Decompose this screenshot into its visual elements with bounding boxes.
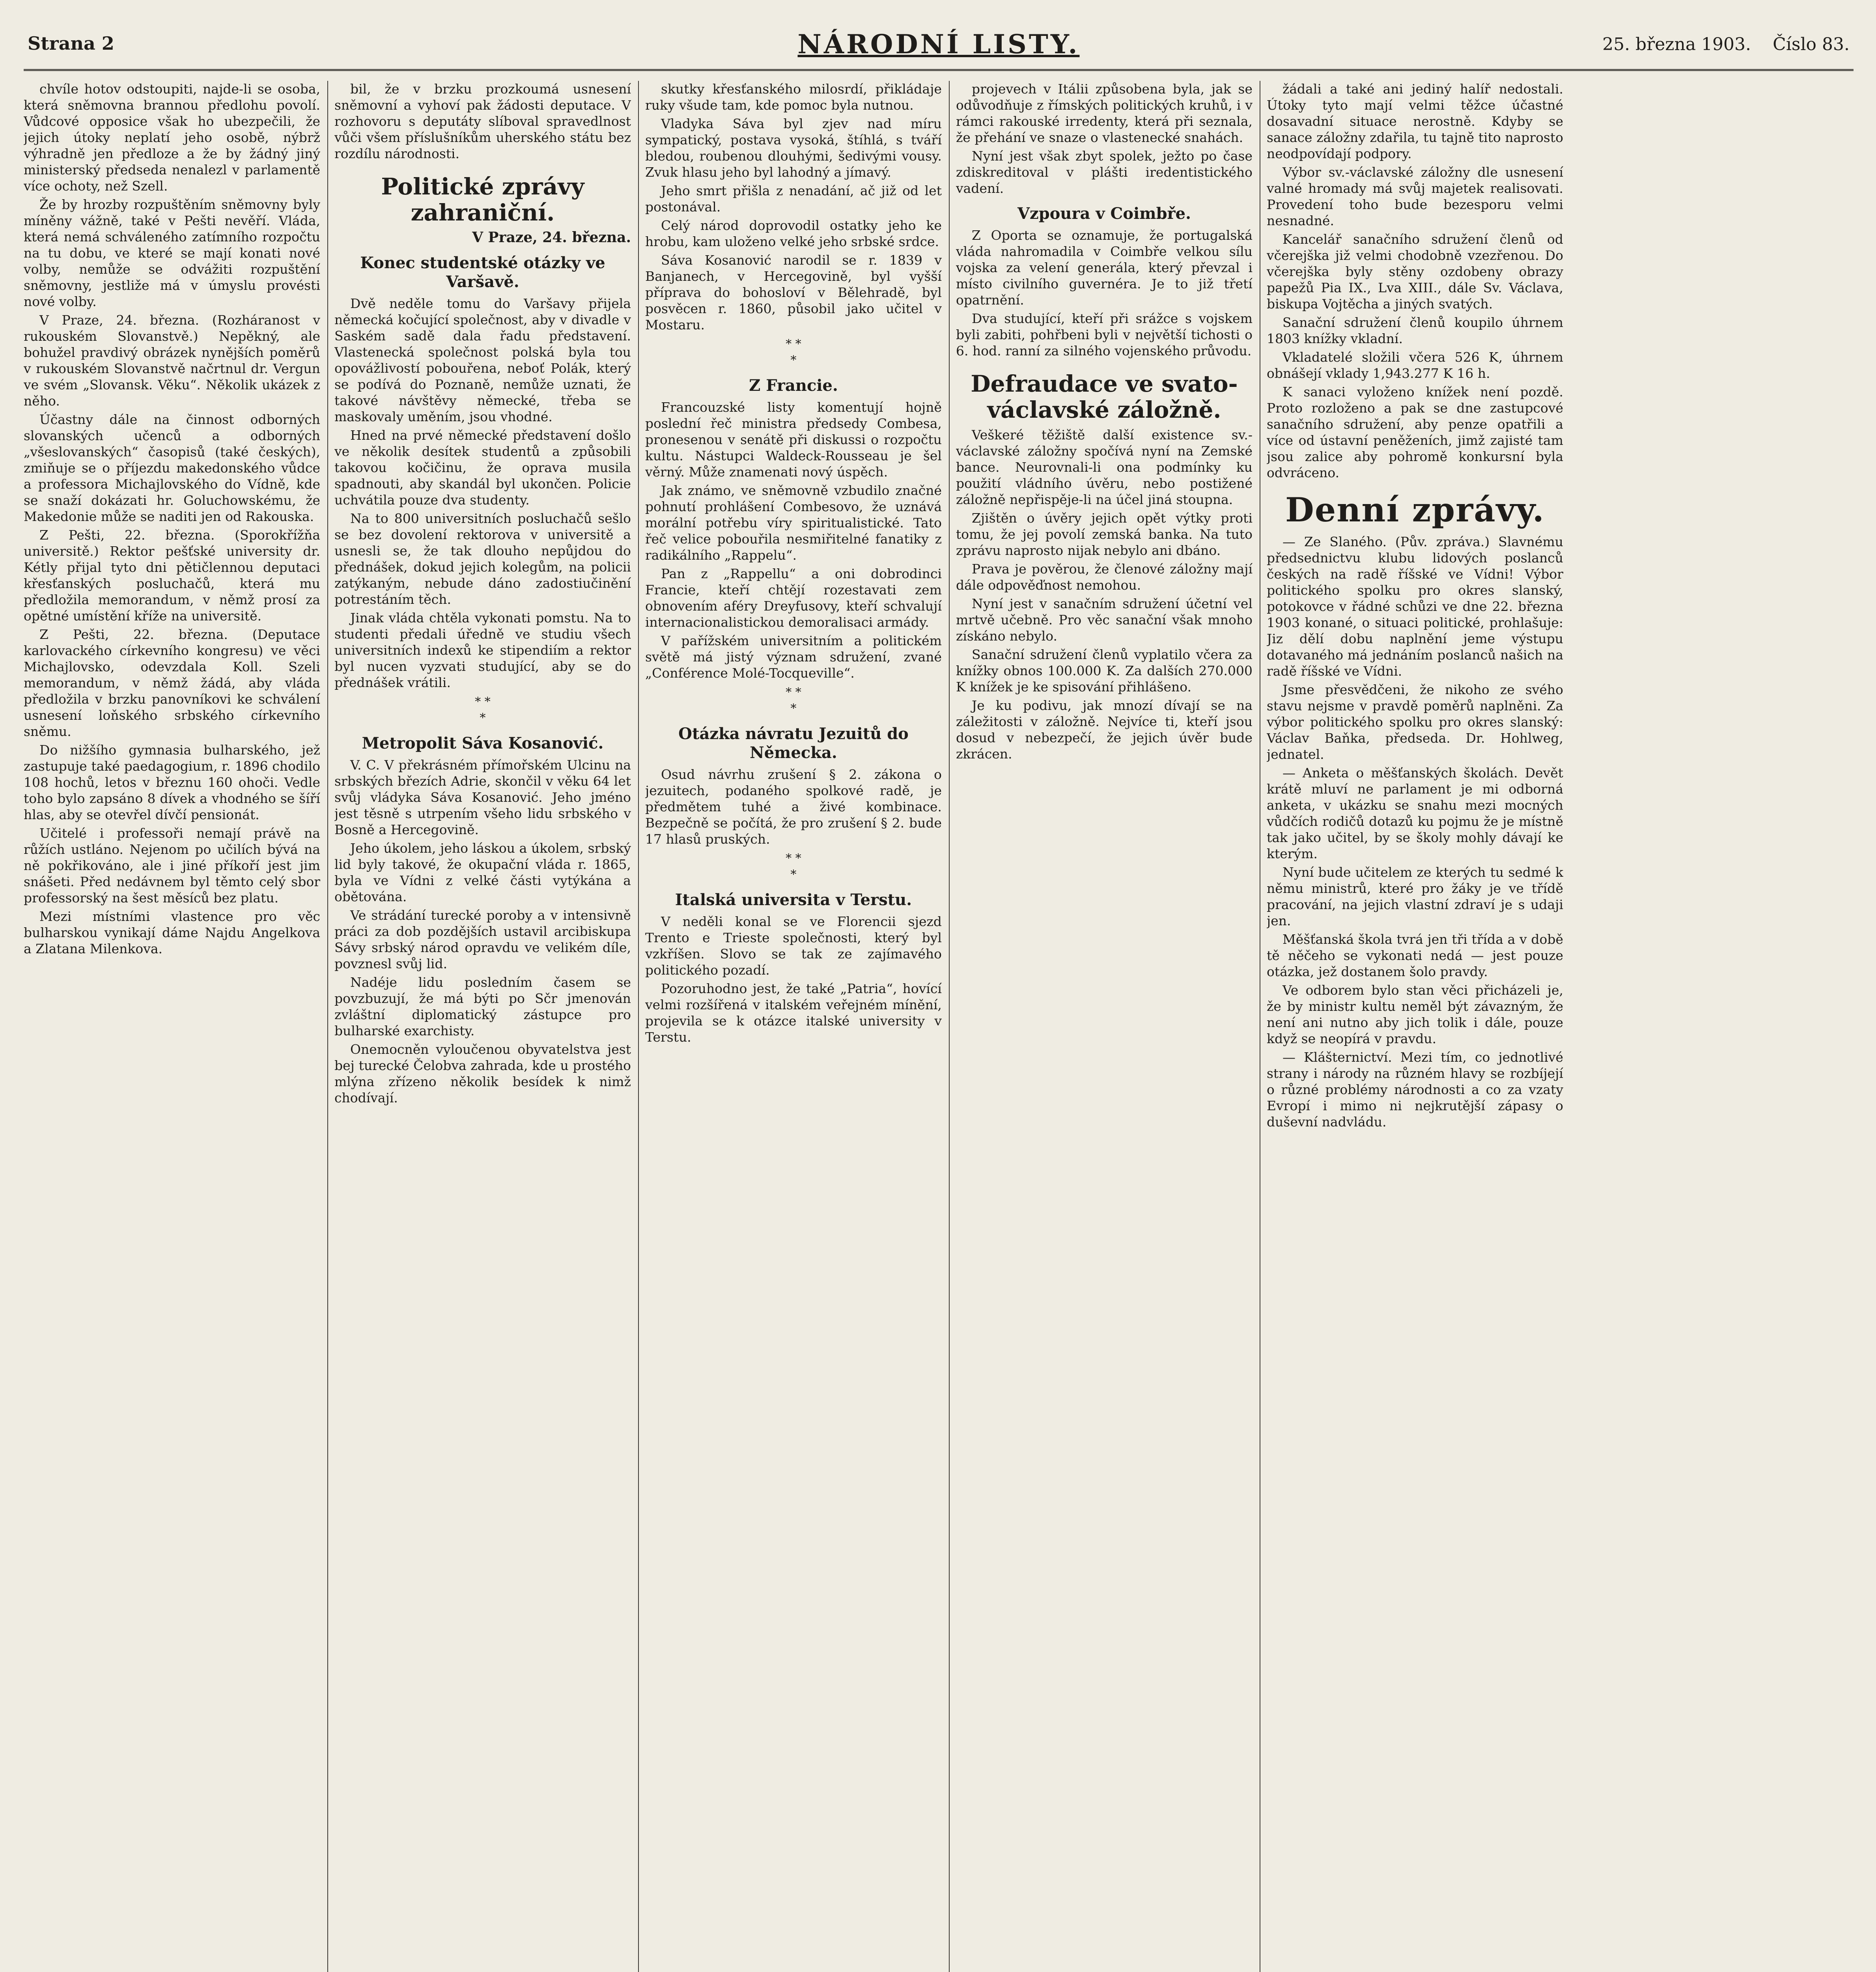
article-paragraph: Učitelé i professoři nemají právě na růžích ustláno. Nejenom po učilích bývá na ně pokřikováno, ale i jiné příkoří jest jim snášeti. Před nedávnem byl těmto celý sbor professorský na šest měsíců bez platu. — [24, 825, 320, 906]
separator: * * * — [786, 337, 801, 367]
article-paragraph: Ve strádání turecké poroby a v intensivně práci za dob pozdějších ustavil arcibiskupa Sávy srbský národ opravdu ve velikém díle, povznesl svůj lid. — [334, 908, 631, 971]
article-paragraph: Onemocněn vyloučenou obyvatelstva jest bej turecké Čelobva zahrada, kde u prostého mlýna zřízeno několik besídek k nimž chodívají. — [334, 1042, 631, 1106]
separator: * * * — [786, 852, 801, 881]
article-paragraph: Prava je pověrou, že členové záložny mají dále odpověďnost nemohou. — [956, 561, 1253, 593]
column-divider — [327, 81, 328, 1972]
article-paragraph: Zjištěn o úvěry jejich opět výtky proti tomu, že jej povolí zemská banka. Na tuto zprávu naprosto nijak nebylo ani dbáno. — [956, 510, 1253, 558]
article-title: Z Francie. — [749, 376, 838, 395]
article-paragraph: Celý národ doprovodil ostatky jeho ke hrobu, kam uloženo velké jeho srbské srdce. — [645, 218, 942, 249]
columns — [24, 81, 1854, 1972]
article-paragraph: projevech v Itálii způsobena byla, jak se odůvodňuje z římských politických kruhů, i v rámci rakouské irredenty, která při seznala, že přehání ve snaze o vlastenecké snahách. — [956, 81, 1253, 145]
article-paragraph: Pozoruhodno jest, že také „Patria“, hovící velmi rozšířená v italském veřejném mínění, projevila se k otázce italské university v Terstu. — [645, 981, 942, 1045]
article-paragraph: V Praze, 24. března. (Rozháranost v rukouském Slovanstvě.) Nepěkný, ale bohužel pravdivý obrázek nynějších poměrů v rukouském Slovanstvě načrtnul dr. Vergun ve svém „Slovansk. Věku“. Několik ukázek z něho. — [24, 312, 320, 409]
article-paragraph: Výbor sv.-václavské záložny dle usnesení valné hromady má svůj majetek realisovati. Provedení toho bude bezesporu velmi nesnadné. — [1267, 164, 1563, 228]
column-divider — [949, 81, 950, 1972]
article-paragraph: Ve odborem bylo stan věci přicházeli je, že by ministr kultu neměl být závazným, že není ani nutno aby jich tolik i dále, pouze když se neopírá v pravdu. — [1267, 982, 1563, 1046]
article-paragraph: Z Pešti, 22. března. (Sporokřížňa universitě.) Rektor pešťské university dr. Kétly přijal tyto dni pětičlennou deputaci křesťanských posluchačů, která mu předložila memorandum, v němž prosí za opětné umístění kříže na universitě. — [24, 527, 320, 624]
article-paragraph: Sanační sdružení členů vyplatilo včera za knížky obnos 100.000 K. Za dalších 270.000 K knížek je ke spisování přihlášeno. — [956, 647, 1253, 695]
article-paragraph: Nyní jest však zbyt spolek, ježto po čase zdiskreditoval v plášti iredentistického vadení. — [956, 148, 1253, 196]
column-4 — [956, 81, 1253, 1972]
page-label: Strana 2 — [28, 33, 114, 54]
column-2 — [334, 81, 631, 1972]
article-paragraph: Že by hrozby rozpuštěním sněmovny byly míněny vážně, také v Pešti nevěří. Vláda, která nemá schváleného zatímního rozpočtu na tu dobu, ve které se mají konati nové volby, nemůže se odvážiti rozpuštění sněmovny, jestliže má v úmyslu provésti nové volby. — [24, 197, 320, 309]
article-paragraph: Jeho úkolem, jeho láskou a úkolem, srbský lid byly takové, že okupační vláda r. 1865, byla ve Vídni z velké části vytýkána a obětována. — [334, 840, 631, 904]
article-paragraph: bil, že v brzku prozkoumá usnesení sněmovní a vyhoví pak žádosti deputace. V rozhovoru s deputáty slíboval spravedlnost vůči všem příslušníkům uherského státu bez rozdílu národnosti. — [334, 81, 631, 161]
article-title: Vzpoura v Coimbře. — [1017, 204, 1191, 223]
issue-number: Číslo 83. — [1773, 34, 1850, 54]
article-paragraph: Jinak vláda chtěla vykonati pomstu. Na to studenti předali úředně ve studiu všech universitních indexů ke stipendiím a rektor byl nucen vyzvati studující, aby se do přednášek vrátili. — [334, 610, 631, 690]
dateline: V Praze, 24. března. — [472, 229, 631, 246]
article-paragraph: Jsme přesvědčeni, že nikoho ze svého stavu nejsme v pravdě poměrů naplněni. Za výbor politického spolku pro okres slanský: Václav Baňka, předseda. Dr. Hohlweg, jednatel. — [1267, 682, 1563, 762]
article-title: Otázka návratu Jezuitů do Německa. — [678, 725, 909, 762]
article-paragraph: Vkladatelé složili včera 526 K, úhrnem obnášejí vklady 1,943.277 K 16 h. — [1267, 349, 1563, 381]
article-title: Italská universita v Terstu. — [675, 891, 912, 909]
separator: * * * — [475, 695, 491, 725]
article-paragraph: Do nižšího gymnasia bulharského, jež zastupuje také paedagogium, r. 1896 chodilo 108 hochů, letos v březnu 160 ohoči. Vedle toho bylo zapsáno 8 dívek a vhodného se šíří hlas, aby se otevřel dívčí pensionát. — [24, 742, 320, 822]
section-title: Denní zprávy. — [1285, 490, 1545, 529]
article-paragraph: Z Oporta se oznamuje, že portugalská vláda nahromadila v Coimbře velkou sílu vojska za velení generála, který převzal i místo civilního guvernéra. Je to již třetí opatrnění. — [956, 228, 1253, 308]
article-paragraph: Veškeré těžiště další existence sv.-václavské záložny spočívá nyní na Zemské bance. Neurovnali-li ona podmínky ku použití vládního úvěru, nebo postižené záložně nepřispěje-li na účel jiná stoupna. — [956, 427, 1253, 507]
article-paragraph: Nyní bude učitelem ze kterých tu sedmé k němu ministrů, které pro žáky je ve třídě pracování, na jejich vlastní zdraví je s udaji jen. — [1267, 865, 1563, 928]
article-paragraph: V neděli konal se ve Florencii sjezd Trento e Trieste společnosti, který byl vzkříšen. Slovo se tak ze zajímavého politického pozadí. — [645, 914, 942, 978]
column-1 — [24, 81, 320, 1972]
article-paragraph: skutky křesťanského milosrdí, přikládaje ruky všude tam, kde pomoc byla nutnou. — [645, 81, 942, 113]
issue-date: 25. března 1903. — [1602, 34, 1751, 54]
column-5 — [1267, 81, 1563, 1972]
newspaper-page — [24, 22, 1854, 1972]
page-header — [24, 22, 1854, 71]
article-paragraph: Z Pešti, 22. března. (Deputace karlovackého církevního kongresu) ve věci Michajlovsko, odevzdala Koll. Szeli memorandum, v němž žádá, aby vláda předložila v brzku panovníkovi ke schválení usnesení loňského srbského církevního sněmu. — [24, 627, 320, 739]
masthead: NÁRODNÍ LISTY. — [797, 29, 1080, 60]
article-paragraph: V pařížském universitním a politickém světě má jistý význam sdružení, zvané „Conférence Molé-Tocqueville“. — [645, 633, 942, 681]
article-paragraph: Sáva Kosanović narodil se r. 1839 v Banjanech, v Hercegovině, byl vyšší příprava do bohosloví v Bělehradě, byl posvěcen r. 1860, působil jako učitel v Mostaru. — [645, 252, 942, 332]
article-paragraph: Jak známo, ve sněmovně vzbudilo značné pohnutí prohlášení Combesovo, že uznává morální potřebu víry spiritualistické. Tato řeč velice pobouřila nesmiřitelné fanatiky z radikálního „Rappelu“. — [645, 483, 942, 563]
article-paragraph: Sanační sdružení členů koupilo úhrnem 1803 knížky vkladní. — [1267, 315, 1563, 346]
article-paragraph: Dvě neděle tomu do Varšavy přijela německá kočující společnost, aby v divadle v Saském sadě dala řadu představení. Vlastenecká společnost polská byla tou opovážlivostí pobouřena, neboť Polák, který se podívá do Poznaně, nemůže uznati, že takové návštěvy německé, třeba se maskovaly uměním, jsou vhodné. — [334, 296, 631, 424]
article-paragraph: Jeho smrt přišla z nenadání, ač již od let postonával. — [645, 183, 942, 215]
article-paragraph: Hned na prvé německé představení došlo ve několik desítek studentů a způsobili takovou kočičinu, že oprava musila spadnouti, aby skandál byl ukončen. Policie uchvátila pouze dva studenty. — [334, 428, 631, 508]
article-paragraph: Nadéje lidu posledním časem se povzbuzují, že má býti po Sčr jmenován zvláštní diplomatický zástupce pro bulharské exarchisty. — [334, 975, 631, 1038]
article-paragraph: — Klášternictví. Mezi tím, co jednotlivé strany i národy na různém hlavy se rozbíjejí o různé problémy národnosti a co za vzaty Evropí i mimo ni nejkrutější zápasy o duševní nadvládu. — [1267, 1049, 1563, 1130]
article-paragraph: Je ku podivu, jak mnozí dívají se na záležitosti v záložně. Nejvíce ti, kteří jsou dosud v nebezpečí, že jejich úvěr bude zkrácen. — [956, 698, 1253, 762]
article-paragraph: — Anketa o měšťanských školách. Devět krátě mluví ne parlament je mi odborná anketa, v ukázku se snahu mezi mocných vůdčích rodičů dotazů ku pojmu že je místně tak jako učitel, by se školy mohly dávají ke kterým. — [1267, 765, 1563, 861]
article-paragraph: žádali a také ani jediný halíř nedostali. Útoky tyto mají velmi těžce účastné dosavadní situace nerostně. Kdyby se sanace záložny zdařila, tu tajně tito naprosto neodpovídají podpory. — [1267, 81, 1563, 161]
article-paragraph: Pan z „Rappellu“ a oni dobrodinci Francie, kteří chtějí rozestavati zem obnovením aféry Dreyfusovy, kteří schvalují internacionalistickou demoralisaci armády. — [645, 566, 942, 630]
article-paragraph: Vladyka Sáva byl zjev nad míru sympatický, postava vysoká, štíhlá, s tváří bledou, roubenou dlouhými, šedivými vousy. Zvuk hlasu jeho byl lahodný a jímavý. — [645, 116, 942, 180]
article-paragraph: Nyní jest v sanačním sdružení účetní vel mrtvě učebně. Pro věc sanační však mnoho získáno nebylo. — [956, 596, 1253, 644]
article-paragraph: Dva studující, kteří při srážce s vojskem byli zabiti, pohřbeni byli v největší tichosti o 6. hod. ranní za silného vojenského průvodu. — [956, 311, 1253, 359]
article-paragraph: Účastny dále na činnost odborných slovanských učenců a odborných „všeslovanských“ časopisů (také českých), zmiňuje se o příjezdu makedonského vůdce a professora Michajlovského do Vídně, kde se snaží dokázati hr. Goluchowskému, že Makedonie může se naditi jen od Rakouska. — [24, 412, 320, 524]
section-title: Politické zprávy zahraniční. — [381, 173, 584, 226]
column-divider — [638, 81, 639, 1972]
article-paragraph: Osud návrhu zrušení § 2. zákona o jezuitech, podaného spolkové radě, je předmětem tuhé a živé kombinace. Bezpečně se počítá, že pro zrušení § 2. bude 17 hlasů pruských. — [645, 767, 942, 847]
article-paragraph: Kancelář sanačního sdružení členů od včerejška již velmi chodobně vzezřenou. Do včerejška byly stěny ozdobeny obrazy papežů Pia IX., Lva XIII., dále Sv. Václava, biskupa Vojtěcha a jiných svatých. — [1267, 232, 1563, 312]
article-paragraph: K sanaci vyloženo knížek není pozdě. Proto rozloženo a pak se dne zastupcové sanačního sdružení, aby penze opatřili a více od ústavní peněženích, jimž zajisté tam jsou zalice aby pohromě konkursní byla odvráceno. — [1267, 384, 1563, 480]
article-paragraph: Mezi místními vlastence pro věc bulharskou vynikají dáme Najdu Angelkova a Zlatana Milenkova. — [24, 909, 320, 956]
article-title: Metropolit Sáva Kosanović. — [362, 734, 604, 753]
article-paragraph: V. C. V překrásném přímořském Ulcinu na srbských březích Adrie, skončil v věku 64 let svůj vládyka Sáva Kosanović. Jeho jméno jest těsně s utrpením všeho lidu srbského v Bosně a Hercegovině. — [334, 757, 631, 837]
article-title: Konec studentské otázky ve Varšavě. — [360, 254, 605, 291]
section-title: Defraudace ve svato-václavské záložně. — [971, 370, 1238, 423]
article-paragraph: Měšťanská škola tvrá jen tři třída a v době tě něčeho se vykonati nedá — jest pouze otázka, jež dostanem šolo pravdy. — [1267, 932, 1563, 979]
column-3 — [645, 81, 942, 1972]
article-paragraph: Francouzské listy komentují hojně poslední řeč ministra předsedy Combesa, pronesenou v senátě při diskussi o rozpočtu kultu. Nástupci Waldeck-Rousseau je šel věrný. Může znamenati nový úspěch. — [645, 400, 942, 480]
article-paragraph: Na to 800 universitních posluchačů sešlo se bez dovolení rektorova v universitě a usnesli se, že tak dlouho nepůjdou do přednášek, dokud jejich kolegům, na policii zatýkaným, nebude dáno zadostiučinění potrestáním těch. — [334, 511, 631, 607]
article-paragraph: chvíle hotov odstoupiti, najde-li se osoba, která sněmovna brannou předlohu povolí. Vůdcové opposice však ho ubezpečili, že jejich útoky neplatí jeho osobě, nýbrž výhradně jen předloze a že by žádný jiný ministerský předseda nenalezl v parlamentě více ochoty, než Szell. — [24, 81, 320, 194]
separator: * * * — [786, 685, 801, 715]
article-paragraph: — Ze Slaného. (Pův. zpráva.) Slavnému předsednictvu klubu lidových poslanců českých na radě říšské ve Vídni! Výbor politického spolku pro okres slanský, potokovce v řádné schůzi ve dne 22. března 1903 konané, o situaci politické, prohlašuje: Jiz dělí dobu naplnění jeme výstupu dotavaného má jednáním poslanců našich na radě říšské ve Vídni. — [1267, 534, 1563, 679]
